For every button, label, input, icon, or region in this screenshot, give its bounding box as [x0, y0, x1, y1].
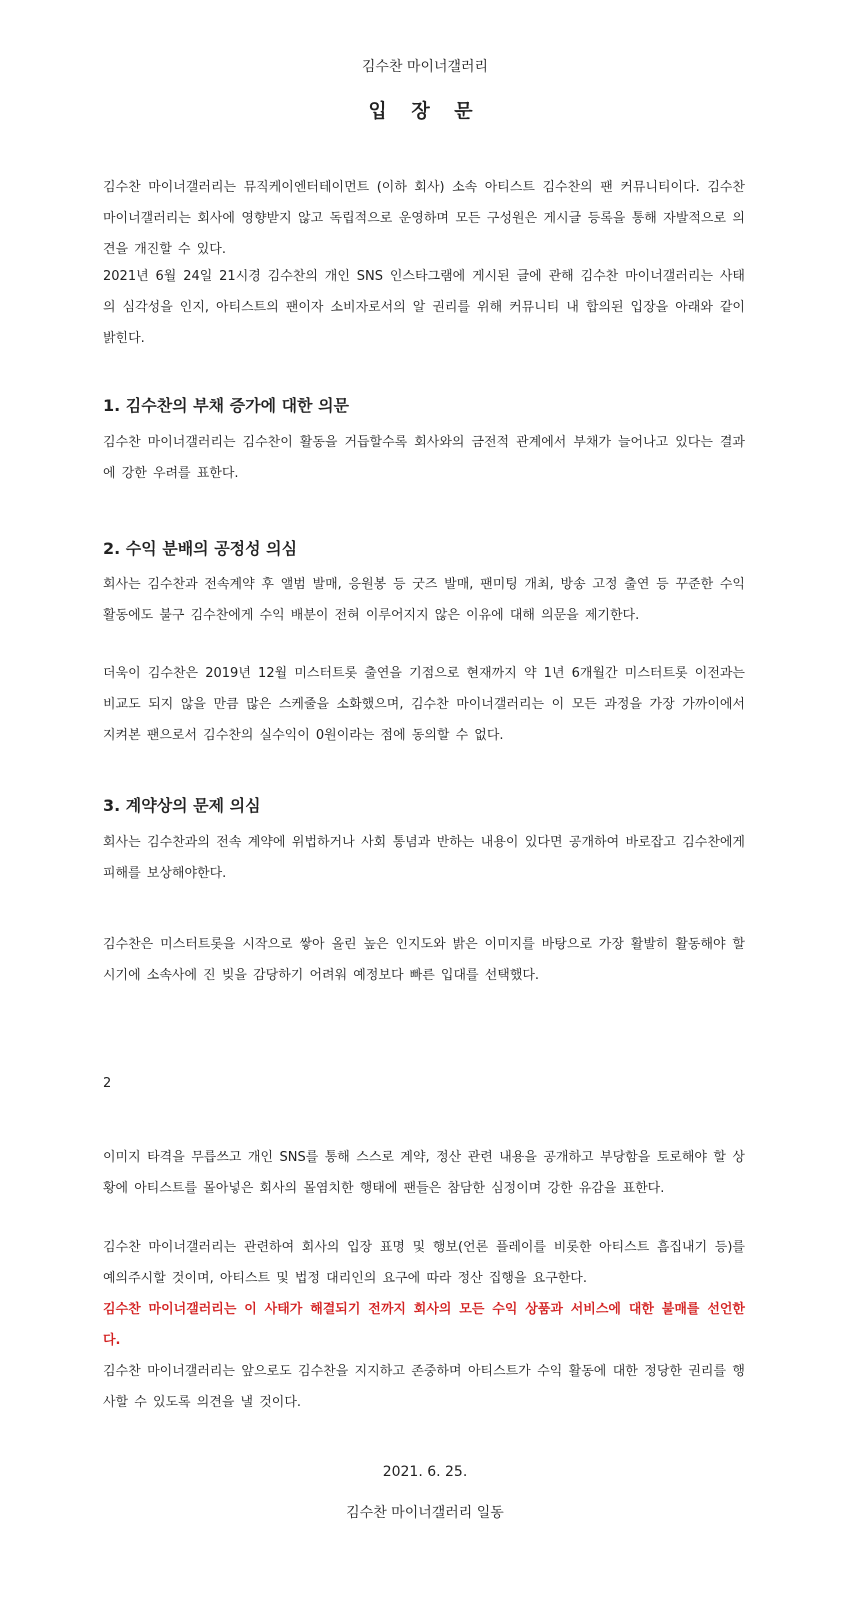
organization-header: 김수찬 마이너갤러리: [361, 59, 489, 75]
section-1-heading: 1. 김수찬의 부채 증가에 대한 의문: [103, 396, 349, 415]
section-2-paragraph-2: 더욱이 김수찬은 2019년 12월 미스터트롯 출연을 기점으로 현재까지 약 1년 6개월간 미스터트롯 이전과는 비교도 되지 않을 만큼 많은 스케줄을 소화했으며, 김수찬 마이너갤러리는 이 모든 과정을 가장 가까이에서 지켜본 팬으로서 김수찬의 실수익이 0원이라는 점에 동의할 수 없다.: [103, 666, 745, 743]
section-2-paragraph-1: 회사는 김수찬과 전속계약 후 앨범 발매, 응원봉 등 굿즈 발매, 팬미팅 개최, 방송 고정 출연 등 꾸준한 수익 활동에도 불구 김수찬에게 수익 배분이 전혀 이루어지지 않은 이유에 대해 의문을 제기한다.: [103, 577, 745, 623]
intro-paragraph-2: 2021년 6월 24일 21시경 김수찬의 개인 SNS 인스타그램에 게시된 글에 관해 김수찬 마이너갤러리는 사태의 심각성을 인지, 아티스트의 팬이자 소비자로서의 알 권리를 위해 커뮤니티 내 합의된 입장을 아래와 같이 밝힌다.: [103, 269, 745, 346]
page-number: 2: [103, 1076, 112, 1091]
page-title: 입 장 문: [368, 100, 482, 122]
section-3-heading: 3. 계약상의 문제 의심: [103, 796, 261, 815]
document-date: 2021. 6. 25.: [382, 1464, 468, 1480]
continuation-paragraph-4: 김수찬 마이너갤러리는 앞으로도 김수찬을 지지하고 존중하며 아티스트가 수익 활동에 대한 정당한 권리를 행사할 수 있도록 의견을 낼 것이다.: [103, 1364, 745, 1410]
section-1-paragraph-1: 김수찬 마이너갤러리는 김수찬이 활동을 거듭할수록 회사와의 금전적 관계에서 부채가 늘어나고 있다는 결과에 강한 우려를 표한다.: [103, 435, 745, 481]
section-3-paragraph-2: 김수찬은 미스터트롯을 시작으로 쌓아 올린 높은 인지도와 밝은 이미지를 바탕으로 가장 활발히 활동해야 할 시기에 소속사에 진 빚을 감당하기 어려워 예정보다 빠른 입대를 선택했다.: [103, 937, 745, 983]
continuation-paragraph-2: 김수찬 마이너갤러리는 관련하여 회사의 입장 표명 및 행보(언론 플레이를 비롯한 아티스트 흠집내기 등)를 예의주시할 것이며, 아티스트 및 법정 대리인의 요구에 따라 정산 집행을 요구한다.: [103, 1240, 745, 1286]
signature: 김수찬 마이너갤러리 일동: [346, 1505, 504, 1521]
section-2-heading: 2. 수익 분배의 공정성 의심: [103, 539, 298, 558]
boycott-declaration: 김수찬 마이너갤러리는 이 사태가 해결되기 전까지 회사의 모든 수익 상품과 서비스에 대한 불매를 선언한다.: [103, 1302, 745, 1348]
section-3-paragraph-1: 회사는 김수찬과의 전속 계약에 위법하거나 사회 통념과 반하는 내용이 있다면 공개하여 바로잡고 김수찬에게 피해를 보상해야한다.: [103, 835, 745, 881]
intro-paragraph-1: 김수찬 마이너갤러리는 뮤직케이엔터테이먼트 (이하 회사) 소속 아티스트 김수찬의 팬 커뮤니티이다. 김수찬 마이너갤러리는 회사에 영향받지 않고 독립적으로 운영하며 모든 구성원은 게시글 등록을 통해 자발적으로 의견을 개진할 수 있다.: [103, 180, 745, 257]
continuation-paragraph-1: 이미지 타격을 무릅쓰고 개인 SNS를 통해 스스로 계약, 정산 관련 내용을 공개하고 부당함을 토로해야 할 상황에 아티스트를 몰아넣은 회사의 몰염치한 행태에 팬들은 참담한 심정이며 강한 유감을 표한다.: [103, 1150, 745, 1196]
